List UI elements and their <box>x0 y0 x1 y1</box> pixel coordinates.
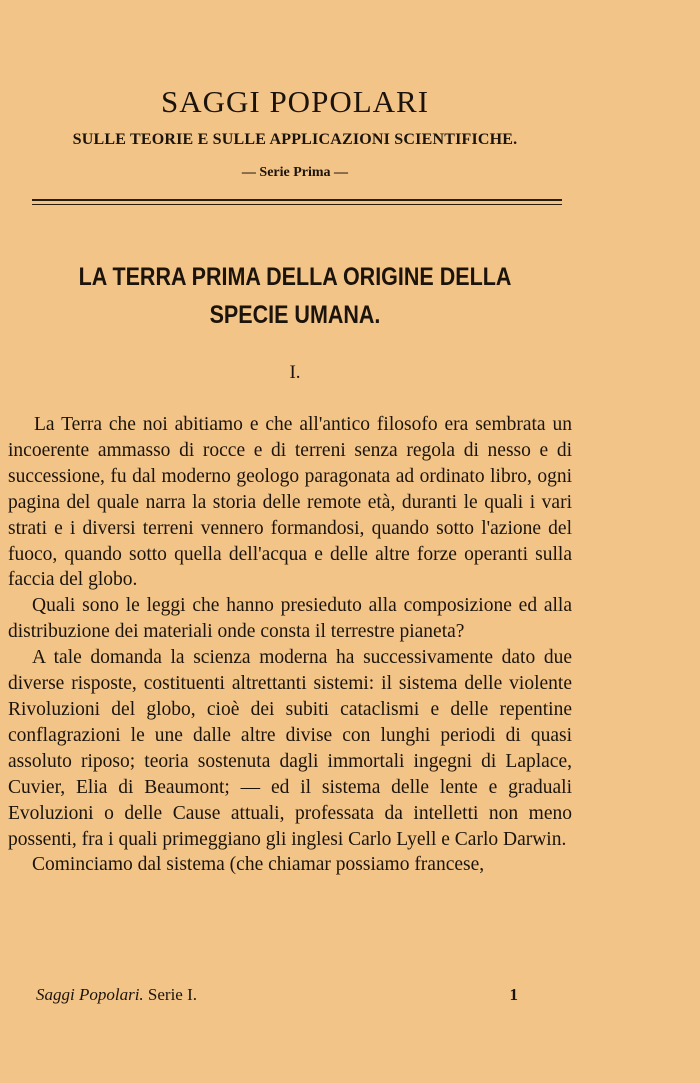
section-number: I. <box>289 362 301 383</box>
paragraph: La Terra che noi abitiamo e che all'antico filosofo era sembrata un incoerente ammasso di rocce e di terreni senza regola di nesso e di successione, fu dal moderno geologo paragonata ad ordinato libro, ogni pagina del quale narra la storia delle remote età, duranti le quali i vari strati e i diversi terreni vennero formandosi, quando sotto l'azione del fuoco, quando sotto quella dell'acqua e delle altre forze operanti sulla faccia del globo. <box>8 414 572 591</box>
body-text <box>8 412 572 878</box>
page-footer <box>36 985 518 1005</box>
series-title: SAGGI POPOLARI <box>160 84 430 119</box>
page-number: 1 <box>509 985 518 1004</box>
article-title: LA TERRA PRIMA DELLA ORIGINE DELLA SPECIE UMANA. <box>78 263 512 329</box>
paragraph: A tale domanda la scienza moderna ha successivamente dato due diverse risposte, costituenti altrettanti sistemi: il sistema delle violente Rivoluzioni del globo, cioè dei subiti cataclismi e delle repentine conflagrazioni le une dalle altre divise con lunghi periodi di quasi assoluto riposo; teoria sostenuta dagli immortali ingegni di Laplace, Cuvier, Elia di Beaumont; — ed il sistema delle lente e graduali Evoluzioni o delle Cause attuali, professata da intelletti non meno possenti, fra i quali primeggiano gli inglesi Carlo Lyell e Carlo Darwin. <box>8 647 572 850</box>
paragraph: Quali sono le leggi che hanno presieduto alla composizione ed alla distribuzione dei materiali onde consta il terrestre pianeta? <box>8 595 572 643</box>
header-rule-thin <box>32 204 562 205</box>
header-rule-thick <box>32 199 562 201</box>
paragraph: Cominciamo dal sistema (che chiamar possiamo francese, <box>32 854 485 876</box>
footer-series: Serie I. <box>147 985 198 1004</box>
series-number: — Serie Prima — <box>241 165 349 180</box>
series-subtitle: SULLE TEORIE E SULLE APPLICAZIONI SCIENTIFICHE. <box>72 131 518 148</box>
running-head: Saggi Popolari. <box>36 985 144 1004</box>
